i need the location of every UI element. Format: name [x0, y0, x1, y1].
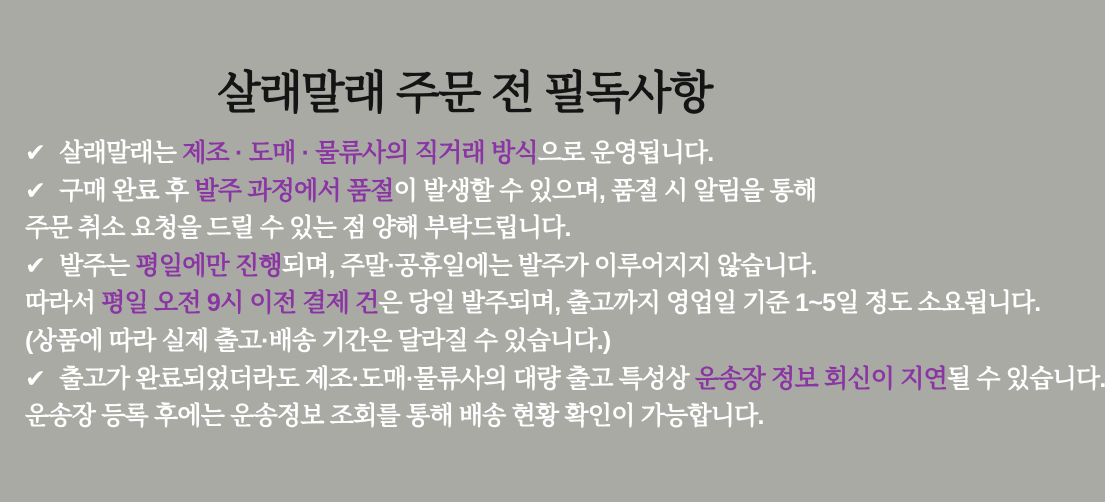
text-segment: 운송장 등록 후에는 운송정보 조회를 통해 배송 현황 확인이 가능합니다.	[25, 402, 764, 431]
check-icon: ✔	[25, 176, 46, 205]
text-segment: 발주는	[53, 251, 136, 280]
check-icon: ✔	[25, 251, 46, 280]
text-segment: 구매 완료 후	[53, 176, 195, 205]
text-segment: 되며, 주말·공휴일에는 발주가 이루어지지 않습니다.	[281, 251, 817, 280]
highlighted-text-segment: 평일에만 진행	[135, 251, 282, 280]
text-segment: 출고가 완료되었더라도 제조·도매·물류사의 대량 출고 특성상	[53, 364, 695, 393]
highlighted-text-segment: 평일 오전 9시 이전 결제 건	[101, 289, 379, 318]
notice-body	[25, 135, 1105, 436]
notice-line	[25, 361, 1105, 399]
highlighted-text-segment: 제조 · 도매 · 물류사의 직거래 방식	[182, 139, 538, 167]
text-segment: 따라서	[25, 289, 102, 318]
highlighted-text-segment: 발주 과정에서 품절	[194, 176, 394, 205]
notice-line	[25, 173, 917, 211]
notice-line	[25, 248, 917, 286]
check-icon: ✔	[25, 139, 46, 167]
notice-line	[25, 323, 917, 361]
text-segment: 주문 취소 요청을 드릴 수 있는 점 양해 부탁드립니다.	[25, 214, 571, 243]
text-segment: 될 수 있습니다.	[946, 364, 1105, 393]
notice-line	[25, 135, 917, 173]
notice-line	[25, 398, 917, 436]
text-segment: 은 당일 발주되며, 출고까지 영업일 기준 1~5일 정도 소요됩니다.	[378, 289, 1041, 318]
check-icon: ✔	[25, 364, 46, 393]
text-segment: (상품에 따라 실제 출고·배송 기간은 달라질 수 있습니다.)	[25, 326, 611, 355]
page-title: 살래말래 주문 전 필독사항	[217, 67, 712, 118]
text-segment: 이 발생할 수 있으며, 품절 시 알림을 통해	[393, 176, 817, 205]
notice-line	[25, 210, 917, 248]
highlighted-text-segment: 운송장 정보 회신이 지연	[694, 364, 947, 393]
text-segment: 살래말래는	[53, 139, 183, 167]
text-segment: 으로 운영됩니다.	[537, 139, 714, 167]
notice-line	[25, 285, 1041, 323]
